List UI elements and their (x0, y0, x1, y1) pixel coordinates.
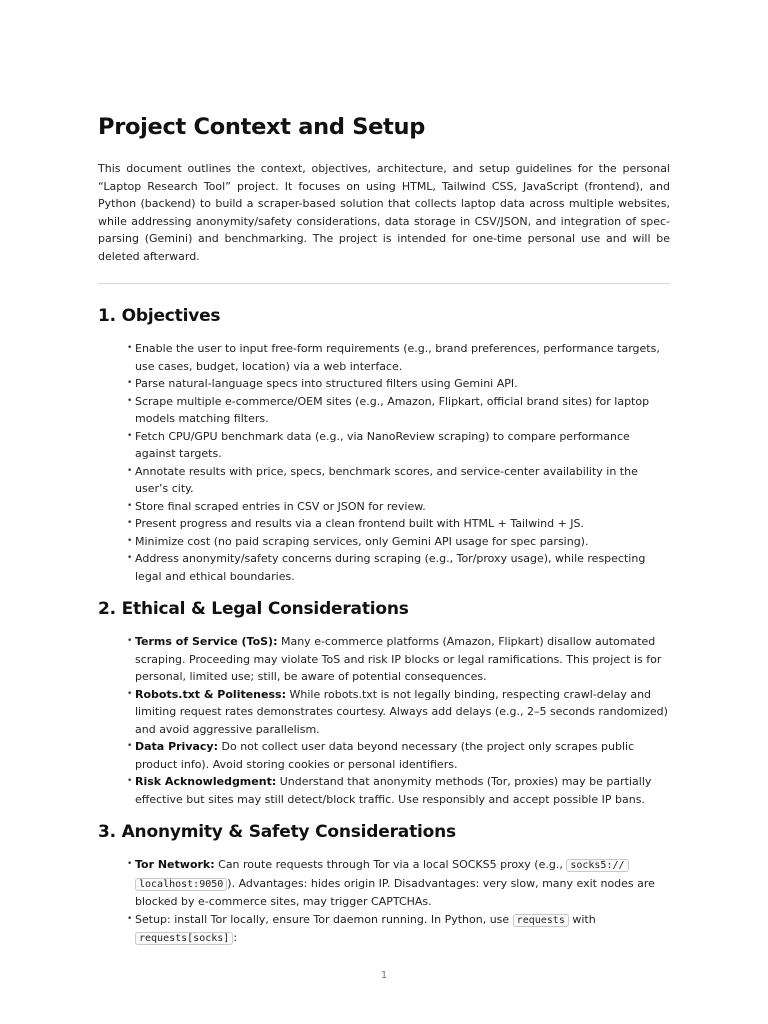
item-label: Terms of Service (ToS): (135, 635, 278, 648)
anonymity-list (98, 856, 670, 948)
inline-code: socks5:// (566, 859, 628, 872)
item-label: Tor Network: (135, 858, 215, 871)
list-item: • Scrape multiple e-commerce/OEM sites (e.g., Amazon, Flipkart, official brand sites) for laptop models matching filters. (135, 393, 670, 428)
list-item (135, 738, 670, 773)
section-ethical-legal (98, 597, 670, 808)
item-text: While robots.txt is not legally binding, respecting crawl-delay and limiting request rates demonstrates courtesy. Always add delays (e.g., 2–5 seconds randomized) and avoid aggressive parallelism. (135, 687, 668, 736)
list-item: • Enable the user to input free-form requirements (e.g., brand preferences, performance targets, use cases, budget, location) via a web interface. (135, 340, 670, 375)
list-item (135, 856, 670, 911)
list-item: • Annotate results with price, specs, benchmark scores, and service-center availability in the user’s city. (135, 463, 670, 498)
inline-code: requests[socks] (135, 932, 233, 945)
page-number: 1 (380, 970, 388, 981)
list-item (135, 633, 670, 686)
list-item: • Store final scraped entries in CSV or JSON for review. (135, 498, 670, 516)
document-page (98, 112, 670, 948)
item-text: Many e-commerce platforms (Amazon, Flipkart) disallow automated scraping. Proceeding may violate ToS and risk IP blocks or legal ramifications. This project is for personal, limited use; still, be aware of potential consequences. (135, 635, 662, 683)
item-text: Setup: install Tor locally, ensure Tor daemon running. In Python, use (135, 912, 513, 926)
list-item (135, 686, 670, 739)
list-item: • Fetch CPU/GPU benchmark data (e.g., via NanoReview scraping) to compare performance against targets. (135, 428, 670, 463)
item-text: ). Advantages: hides origin IP. Disadvantages: very slow, many exit nodes are blocked by e-commerce sites, may trigger CAPTCHAs. (135, 876, 655, 908)
list-item: • Parse natural-language specs into structured filters using Gemini API. (135, 375, 670, 393)
section-objectives (98, 304, 670, 585)
item-text: Understand that anonymity methods (Tor, proxies) may be partially effective but sites may still detect/block traffic. Use responsibly and accept possible IP bans. (135, 775, 652, 806)
item-text: : (233, 931, 238, 944)
list-item (135, 911, 670, 948)
inline-code: requests (513, 914, 569, 927)
list-item: • Minimize cost (no paid scraping services, only Gemini API usage for spec parsing). (135, 533, 670, 551)
section-heading: 1. Objectives (98, 306, 221, 326)
section-divider (98, 283, 670, 284)
page-title: Project Context and Setup (98, 114, 426, 140)
section-heading: 2. Ethical & Legal Considerations (98, 599, 409, 619)
list-item (135, 773, 670, 808)
item-label: Robots.txt & Politeness: (135, 687, 286, 701)
item-label: Risk Acknowledgment: (135, 775, 277, 788)
section-heading: 3. Anonymity & Safety Considerations (98, 822, 456, 842)
intro-paragraph: This document outlines the context, objectives, architecture, and setup guidelines for the personal “Laptop Research Tool” project. It focuses on using HTML, Tailwind CSS, JavaScript (frontend), and Python (backend) to build a scraper-based solution that collects laptop data across multiple websites, while addressing anonymity/safety considerations, data storage in CSV/JSON, and integration of spec-parsing (Gemini) and benchmarking. The project is intended for one-time personal use and will be deleted afterward. (98, 162, 670, 263)
item-text: Can route requests through Tor via a local SOCKS5 proxy (e.g., (214, 858, 567, 871)
objectives-list (98, 340, 670, 585)
ethics-list (98, 633, 670, 808)
item-text: Do not collect user data beyond necessary (the project only scrapes public product info). Avoid storing cookies or personal identifiers. (135, 740, 635, 771)
list-item: • Address anonymity/safety concerns during scraping (e.g., Tor/proxy usage), while respecting legal and ethical boundaries. (135, 550, 670, 585)
inline-code: localhost:9050 (135, 878, 227, 891)
list-item: • Present progress and results via a clean frontend built with HTML + Tailwind + JS. (135, 515, 670, 533)
item-label: Data Privacy: (135, 740, 219, 753)
section-anonymity (98, 820, 670, 948)
item-text: with (568, 912, 596, 926)
